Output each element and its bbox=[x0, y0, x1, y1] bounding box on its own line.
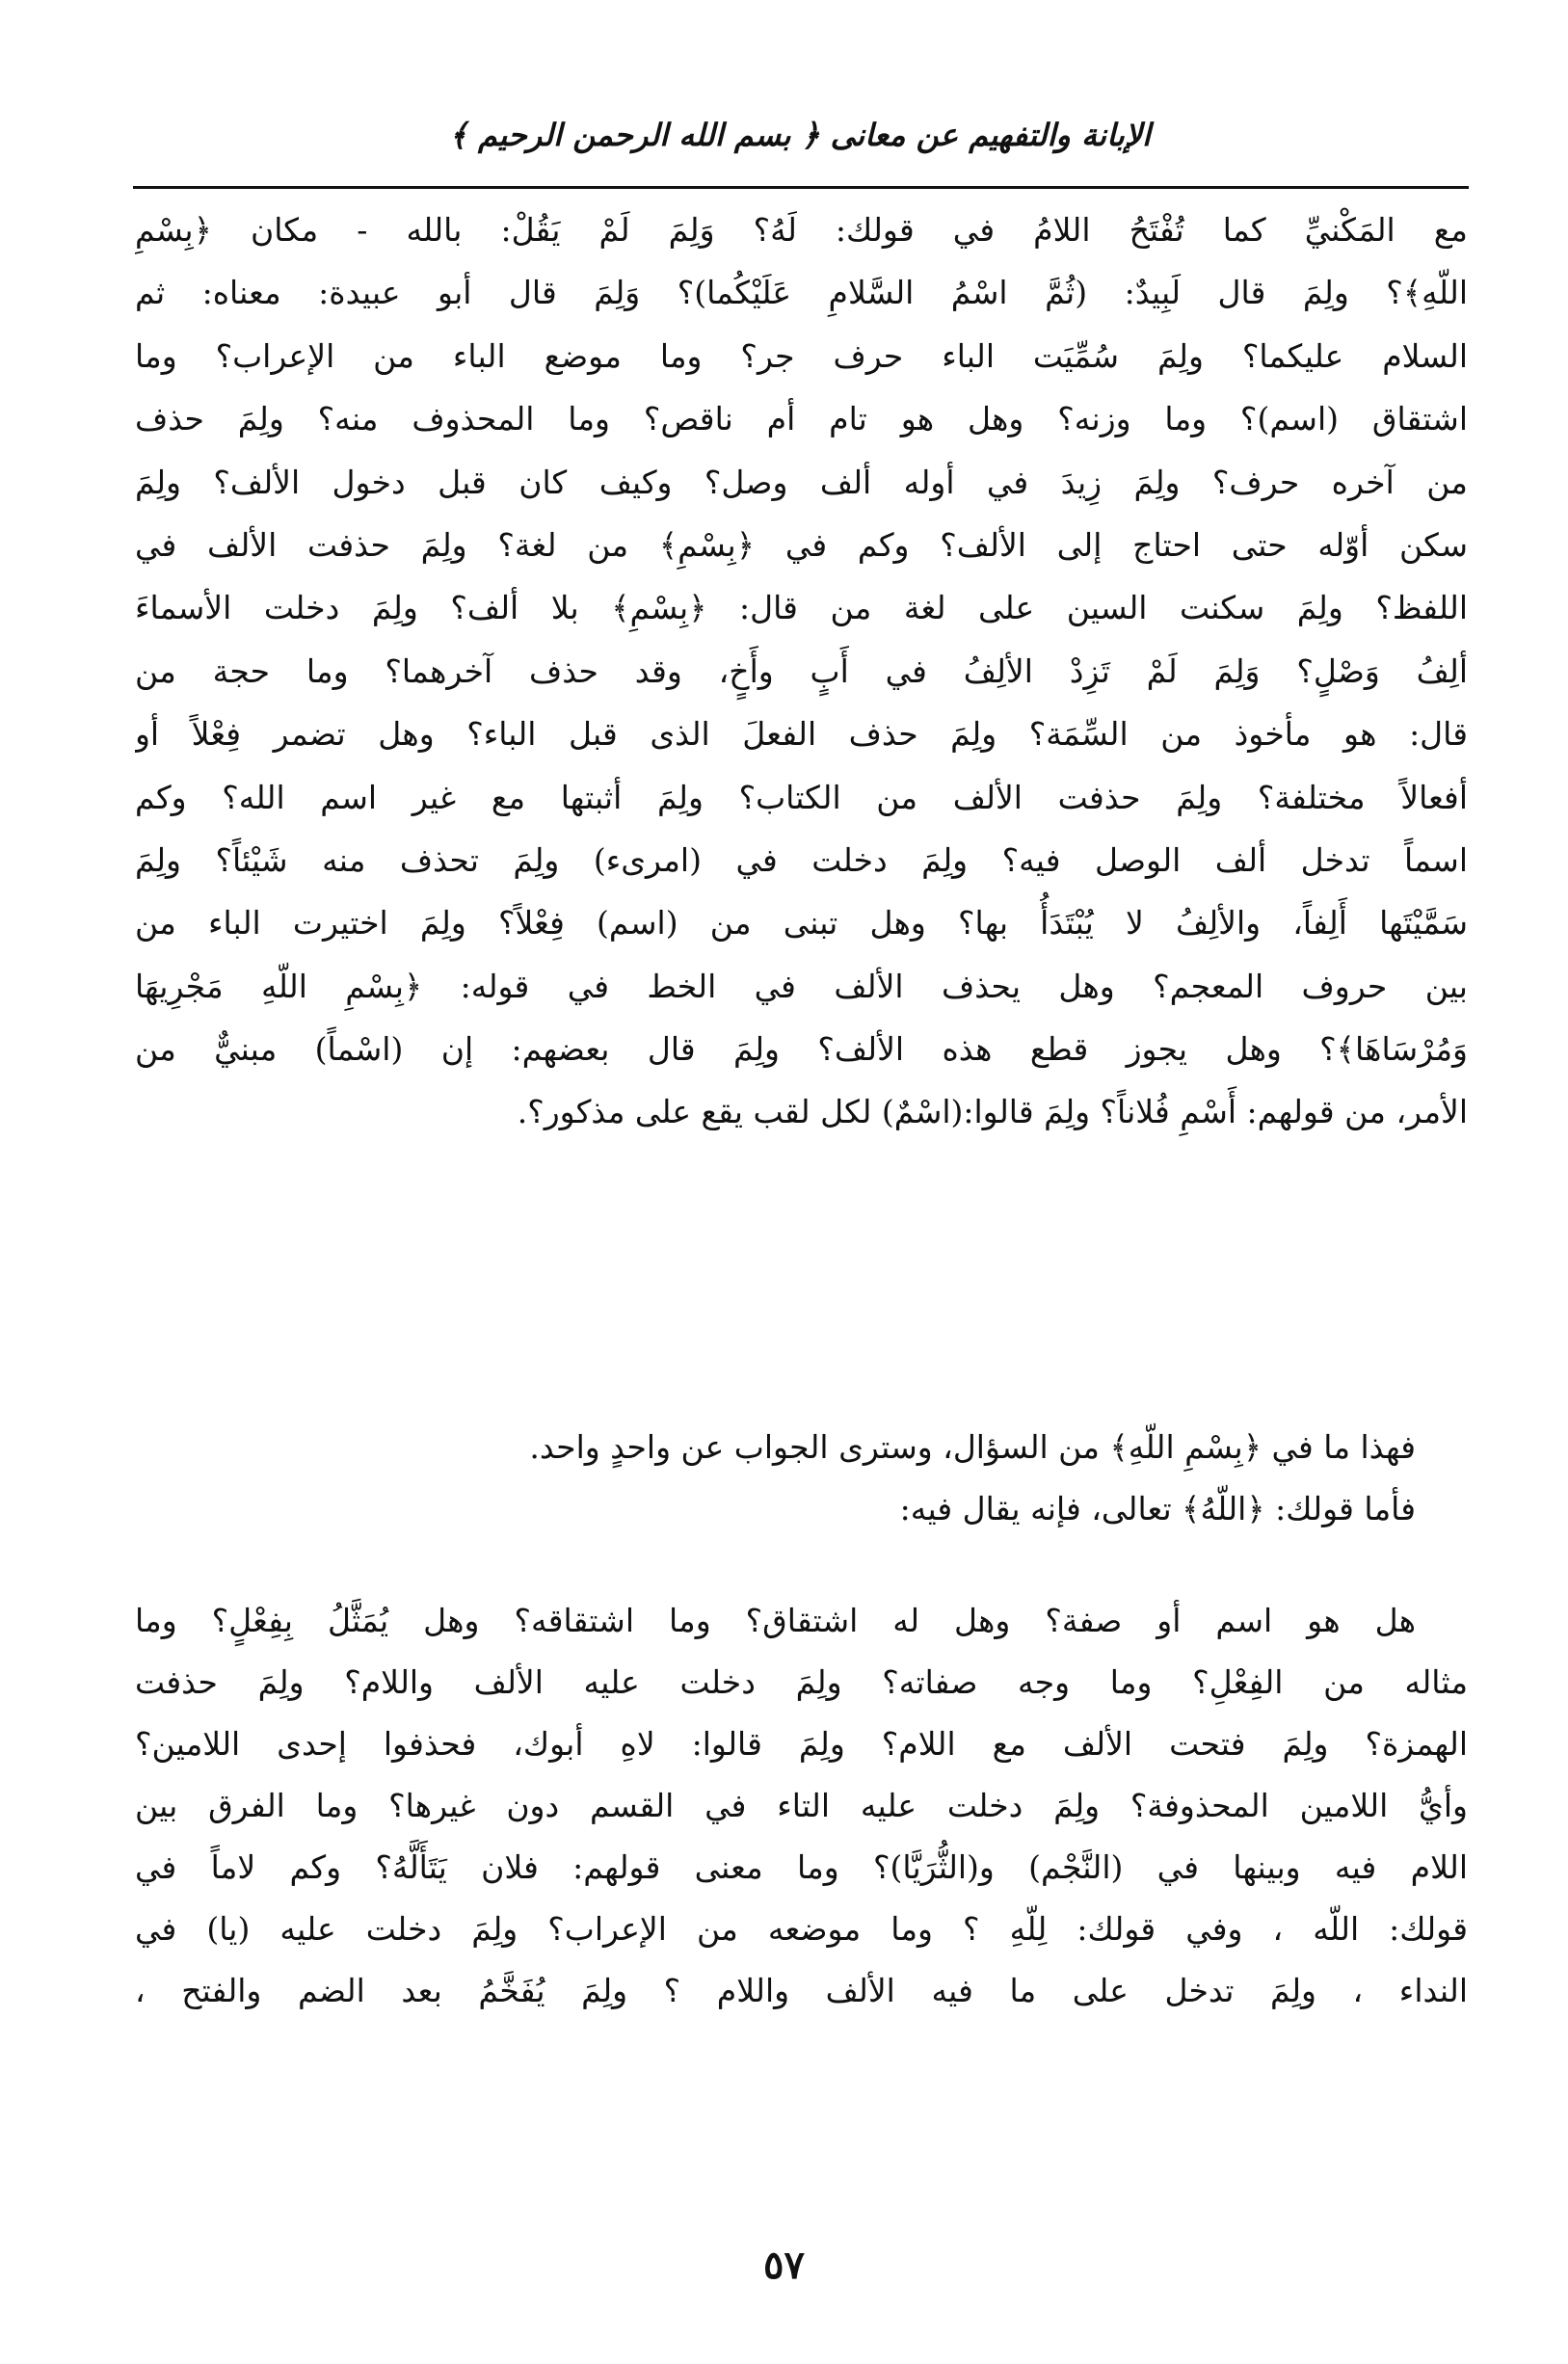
text-line: الهمزة؟ ولِمَ فتحت الألف مع اللام؟ ولِمَ قالوا: لاهِ أبوك، فحذفوا إحدى اللامين؟ bbox=[135, 1725, 1468, 1763]
text-line: اشتقاق (اسم)؟ وما وزنه؟ وهل هو تام أم ناقص؟ وما المحذوف منه؟ ولِمَ حذف bbox=[135, 400, 1468, 438]
paragraph-questions-bismillah bbox=[135, 199, 1468, 1144]
text-line: فأما قولك: ﴿اللّهُ﴾ تعالى، فإنه يقال فيه: bbox=[899, 1490, 1416, 1527]
text-line: اللفظ؟ ولِمَ سكنت السين على لغة من قال: ﴿بِسْمِ﴾ بلا ألف؟ ولِمَ دخلت الأسماءَ bbox=[135, 589, 1468, 627]
text-line: قولك: اللّه ، وفي قولك: لِلّهِ ؟ وما موضعه من الإعراب؟ ولِمَ دخلت عليه (يا) في bbox=[135, 1910, 1468, 1948]
text-line: وَمُرْسَاهَا﴾؟ وهل يجوز قطع هذه الألف؟ ولِمَ قال بعضهم: إن (اسْماً) مبنيٌّ من bbox=[135, 1030, 1468, 1069]
text-line: بين حروف المعجم؟ وهل يحذف الألف في الخط في قوله: ﴿بِسْمِ اللّهِ مَجْرِيهَا bbox=[135, 967, 1468, 1005]
page-number: ٥٧ bbox=[763, 2243, 805, 2288]
header-divider bbox=[133, 186, 1469, 189]
text-line: سَمَّيْتَها أَلِفاً، والألِفُ لا يُبْتَدَأُ بها؟ وهل تبنى من (اسم) فِعْلاً؟ ولِمَ اختيرت الباء من bbox=[135, 904, 1468, 943]
paragraph-summary bbox=[135, 1417, 1468, 1540]
text-line: السلام عليكما؟ ولِمَ سُمِّيَت الباء حرف جر؟ وما موضع الباء من الإعراب؟ وما bbox=[135, 336, 1468, 375]
text-line: فهذا ما في ﴿بِسْمِ اللّهِ﴾ من السؤال، وسترى الجواب عن واحدٍ واحد. bbox=[529, 1428, 1416, 1466]
text-line: الأمر، من قولهم: أَسْمِ فُلاناً؟ ولِمَ قالوا:(اسْمٌ) لكل لقب يقع على مذكور؟. bbox=[517, 1093, 1468, 1131]
text-line: اسماً تدخل ألف الوصل فيه؟ ولِمَ دخلت في (امرىء) ولِمَ تحذف منه شَيْئاً؟ ولِمَ bbox=[135, 840, 1468, 879]
text-line: وأيُّ اللامين المحذوفة؟ ولِمَ دخلت عليه التاء في القسم دون غيرها؟ وما الفرق بين bbox=[135, 1787, 1468, 1824]
text-line: هل هو اسم أو صفة؟ وهل له اشتقاق؟ وما اشتقاقه؟ وهل يُمَثَّلُ بِفِعْلٍ؟ وما bbox=[135, 1602, 1416, 1639]
text-line: اللّهِ﴾؟ ولِمَ قال لَبِيدٌ: (ثُمَّ اسْمُ السَّلامِ عَلَيْكُما)؟ وَلِمَ قال أبو عبيدة: معناه: ثم bbox=[135, 274, 1468, 312]
text-line: مثاله من الفِعْلِ؟ وما وجه صفاته؟ ولِمَ دخلت عليه الألف واللام؟ ولِمَ حذفت bbox=[135, 1663, 1468, 1701]
text-line: مع المَكْنيِّ كما تُفْتَحُ اللامُ في قولك: لَهُ؟ وَلِمَ لَمْ يَقُلْ: بالله - مكان ﴿بِسْمِ bbox=[135, 211, 1468, 249]
text-line: اللام فيه وبينها في (النَّجْم) و(الثُّرَيَّا)؟ وما معنى قولهم: فلان يَتَأَلَّهُ؟ وكم لاماً في bbox=[135, 1848, 1468, 1886]
text-line: من آخره حرف؟ ولِمَ زِيدَ في أوله ألف وصل؟ وكيف كان قبل دخول الألف؟ ولِمَ bbox=[135, 463, 1468, 501]
text-line: قال: هو مأخوذ من السِّمَة؟ ولِمَ حذف الفعلَ الذى قبل الباء؟ وهل تضمر فِعْلاً أو bbox=[135, 715, 1468, 754]
text-line: النداء ، ولِمَ تدخل على ما فيه الألف واللام ؟ ولِمَ يُفَخَّمُ بعد الضم والفتح ، bbox=[135, 1972, 1468, 2009]
running-header: الإبانة والتفهيم عن معانى ﴿ بسم الله الرحمن الرحيم ﴾ bbox=[449, 117, 1151, 153]
text-line: ألِفُ وَصْلٍ؟ وَلِمَ لَمْ تَزِدْ الألِفُ في أَبٍ وأَخٍ، وقد حذف آخرهما؟ وما حجة من bbox=[135, 651, 1468, 690]
text-line: سكن أوّله حتى احتاج إلى الألف؟ وكم في ﴿بِسْمِ﴾ من لغة؟ ولِمَ حذفت الألف في bbox=[135, 525, 1468, 564]
text-line: أفعالاً مختلفة؟ ولِمَ حذفت الألف من الكتاب؟ ولِمَ أثبتها مع غير اسم الله؟ وكم bbox=[135, 778, 1468, 816]
paragraph-questions-allah bbox=[135, 1590, 1468, 2022]
